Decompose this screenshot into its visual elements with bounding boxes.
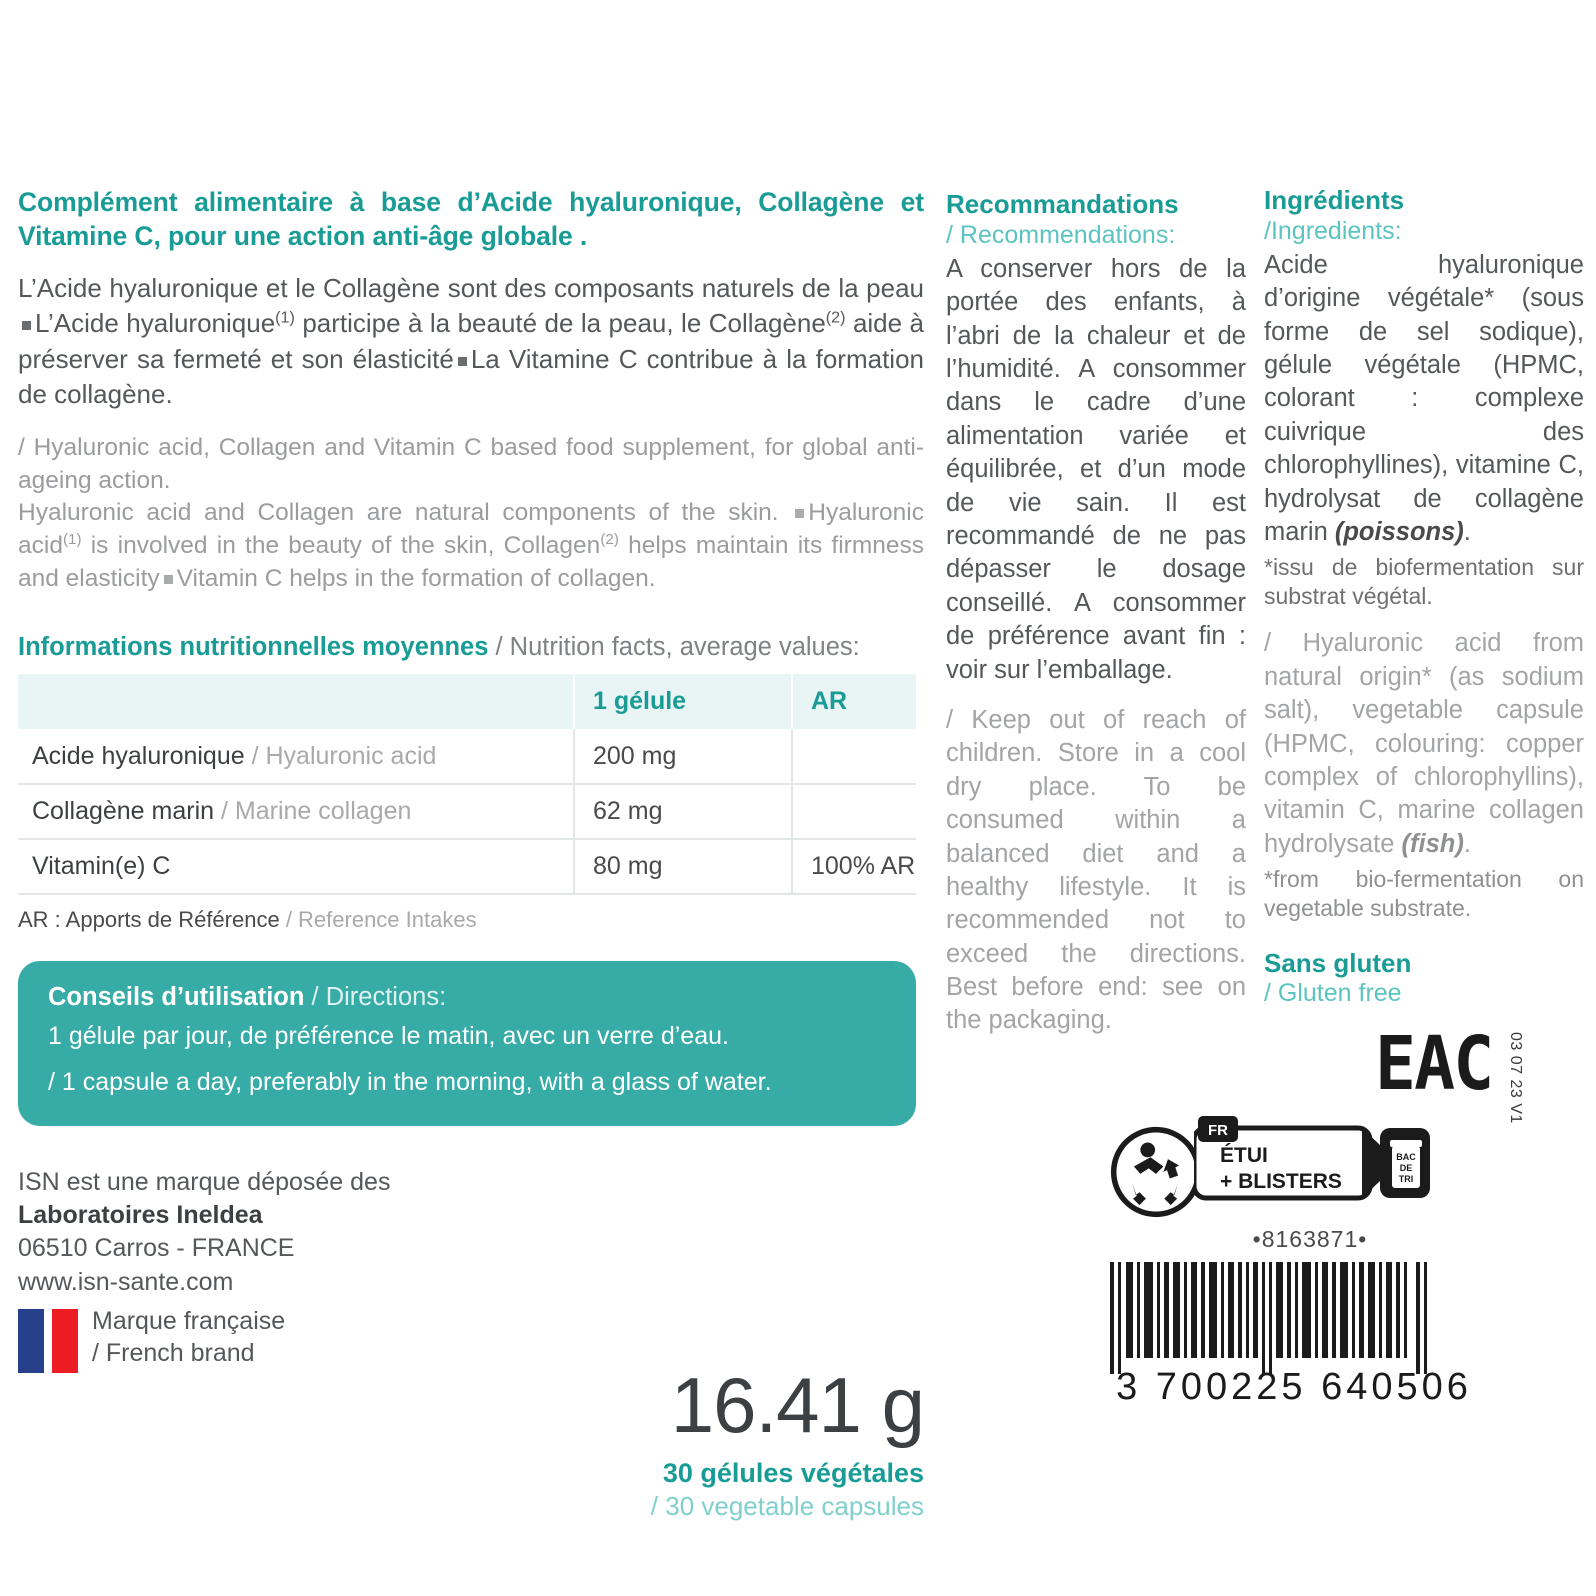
eac-code: 03 07 23 V1 — [1507, 1032, 1524, 1124]
net-weight: 16.41 g — [670, 1361, 924, 1449]
ingredients-title-en: /Ingredients: — [1264, 216, 1402, 245]
nutrient-sep: / — [214, 797, 235, 826]
ingredients-fr-a: Acide hyaluronique d’origine végétale* (sous forme de sel sodique), gélule végétale (HPMC, colorant : complexe cuivrique des chlorophyllines), vitamine C, hydrolysat de collagène marin — [1264, 250, 1584, 547]
capsule-count-fr: 30 gélules végétales — [662, 1458, 924, 1488]
bullet-square-icon — [795, 509, 804, 518]
desc-fr-part1: L’Acide hyaluronique et le Collagène sont des composants naturels de la peau — [18, 272, 924, 303]
french-brand-label — [92, 1305, 285, 1369]
desc-en-part1: / Hyaluronic acid, Collagen and Vitamin C based food supplement, for global anti-ageing action. — [18, 434, 924, 494]
recommendations-text-fr: A conserver hors de la portée des enfants, à l’abri de la chaleur et de l’humidité. A consommer dans le cadre d’une alimentation variée et équilibrée, et d’un mode de vie sain. Il est recommandé de ne pas dépasser le dosage conseillé. A consommer de préférence avant fin : voir sur l’emballage. — [946, 254, 1246, 684]
desc-en-part3: Hyaluronic acid — [18, 499, 924, 560]
brand-line-1: ISN est une marque déposée des — [18, 1167, 391, 1196]
etui-blisters-mark-icon — [1194, 1116, 1430, 1213]
recommendations-title-fr: Recommandations — [946, 189, 1179, 219]
ingredients-en-b: . — [1463, 829, 1471, 858]
french-flag-icon — [18, 1309, 78, 1373]
nutrition-heading — [18, 633, 924, 662]
desc-fr-part4: aide à préserver sa fermeté et son élasticité — [18, 308, 924, 374]
capsule-count-en: / 30 vegetable capsules — [650, 1491, 924, 1521]
ar-footnote-en: / Reference Intakes — [279, 907, 477, 933]
ingredients-en-a: / Hyaluronic acid from natural origin* (as sodium salt), vegetable capsule (HPMC, colouring: copper complex of chlorophyllins), vitamin C, marine collagen hydrolysate — [1264, 629, 1584, 858]
cell-nutrient — [18, 729, 574, 784]
ingredients-fr-b: . — [1463, 518, 1471, 547]
table-row — [18, 839, 916, 894]
recommendations-title-en: / Recommendations: — [946, 220, 1176, 249]
eac-mark-icon — [1375, 1021, 1524, 1124]
nutrition-heading-fr: Informations nutritionnelles moyennes — [18, 633, 489, 662]
brand-company: Laboratoires Ineldea — [18, 1201, 263, 1230]
brand-block — [18, 1166, 924, 1373]
ingredients-note-fr: *issu de biofermentation sur substrat végétal. — [1264, 554, 1584, 609]
gluten-free-en: / Gluten free — [1264, 979, 1402, 1008]
desc-en-part5: helps maintain its firmness and elasticity — [18, 532, 924, 592]
french-brand-fr: Marque française — [92, 1306, 286, 1335]
description-english — [18, 432, 924, 595]
col-header-ar: AR — [811, 687, 848, 716]
cell-nutrient — [18, 784, 574, 839]
lead-title: Complément alimentaire à base d’Acide hyaluronique, Collagène et Vitamine C, pour une action anti-âge globale . — [18, 187, 924, 251]
cell-ar: 100% AR — [792, 839, 916, 894]
ingredients-column — [1116, 185, 1584, 1596]
directions-line-en: / 1 capsule a day, preferably in the morning, with a glass of water. — [48, 1067, 772, 1096]
desc-fr-sup2: (2) — [825, 308, 846, 327]
desc-en-part4: is involved in the beauty of the skin, Collagen — [90, 532, 601, 560]
cell-nutrient — [18, 839, 574, 894]
desc-en-part2: Hyaluronic acid and Collagen are natural components of the skin. — [18, 499, 779, 527]
desc-en-sup2: (2) — [600, 530, 619, 548]
ingredients-text-fr — [1264, 249, 1584, 550]
nutrition-table-header — [18, 674, 916, 729]
cell-ar — [792, 784, 916, 839]
svg-text:BAC: BAC — [1396, 1152, 1416, 1163]
description-french — [18, 271, 924, 412]
nutrition-table — [18, 674, 916, 895]
cell-ar — [792, 729, 916, 784]
desc-fr-part5: La Vitamine C contribue à la formation de collagène. — [18, 343, 925, 409]
barcode — [1104, 1262, 1484, 1409]
triman-recycling-icon — [1110, 1126, 1202, 1218]
ingredients-title-fr: Ingrédients — [1264, 185, 1405, 215]
svg-text:ÉTUI: ÉTUI — [1220, 1144, 1268, 1168]
desc-fr-part2: L’Acide hyaluronique — [35, 308, 276, 339]
bullet-square-icon — [458, 357, 467, 366]
batch-code: •8163871• — [1252, 1226, 1368, 1253]
desc-fr-part3: participe à la beauté de la peau, le Collagène — [302, 308, 826, 339]
gluten-free-fr: Sans gluten — [1264, 948, 1412, 979]
directions-line-fr: 1 gélule par jour, de préférence le matin, avec un verre d’eau. — [48, 1022, 729, 1051]
nutrient-name-fr: Collagène marin — [32, 797, 215, 826]
desc-en-part6: Vitamin C helps in the formation of collagen. — [176, 564, 656, 592]
nutrition-heading-en: / Nutrition facts, average values: — [495, 633, 860, 662]
bullet-square-icon — [164, 575, 173, 584]
nutrient-sep: / — [244, 741, 266, 770]
cell-per-capsule: 80 mg — [574, 839, 792, 894]
col-header-nutrient — [18, 674, 574, 729]
table-row — [18, 729, 916, 784]
nutrient-name-fr: Vitamin(e) C — [32, 852, 171, 881]
left-column — [18, 186, 924, 1596]
ingredients-text-en — [1264, 627, 1584, 861]
desc-fr-sup1: (1) — [275, 308, 295, 327]
directions-title-en: / Directions: — [304, 983, 447, 1012]
net-weight-block — [464, 1361, 924, 1522]
cell-per-capsule: 200 mg — [574, 729, 792, 784]
table-row — [18, 784, 916, 839]
table-header-row — [18, 674, 916, 729]
nutrition-table-body — [18, 729, 916, 894]
barcode-digits: 3 700225 640506 — [1116, 1366, 1472, 1409]
nutrient-name-fr: Acide hyaluronique — [32, 741, 245, 770]
french-brand-en: / French brand — [92, 1338, 255, 1367]
col-header-per-capsule: 1 gélule — [574, 674, 792, 729]
directions-title — [48, 983, 886, 1012]
svg-text:FR: FR — [1208, 1122, 1228, 1140]
directions-box — [18, 961, 916, 1126]
ingredients-note-en: *from bio-fermentation on vegetable substrate. — [1264, 866, 1584, 921]
ingredients-fr-allergen: (poissons) — [1334, 518, 1464, 547]
nutrient-name-en: Marine collagen — [234, 797, 412, 826]
brand-website[interactable]: www.isn-sante.com — [18, 1267, 234, 1296]
directions-title-fr: Conseils d’utilisation — [48, 983, 305, 1012]
svg-text:TRI: TRI — [1398, 1174, 1414, 1185]
bullet-square-icon — [22, 321, 31, 330]
svg-text:+ BLISTERS: + BLISTERS — [1220, 1170, 1342, 1194]
ar-footnote-fr: AR : Apports de Référence — [18, 907, 280, 933]
ingredients-en-allergen: (fish) — [1401, 829, 1464, 858]
brand-address: 06510 Carros - FRANCE — [18, 1234, 295, 1263]
desc-en-sup1: (1) — [62, 530, 82, 548]
svg-text:DE: DE — [1399, 1163, 1413, 1174]
regulatory-marks — [1086, 1021, 1586, 1409]
cell-per-capsule: 62 mg — [574, 784, 792, 839]
recommendations-text-en: / Keep out of reach of children. Store in a cool dry place. To be consumed within a balanced diet and a healthy lifestyle. It is recommended not to exceed the directions. Best before end: see on the packaging. — [946, 705, 1246, 1035]
nutrient-name-en: Hyaluronic acid — [265, 741, 437, 770]
eac-letters: EAC — [1375, 1021, 1493, 1108]
ar-footnote — [18, 907, 924, 933]
